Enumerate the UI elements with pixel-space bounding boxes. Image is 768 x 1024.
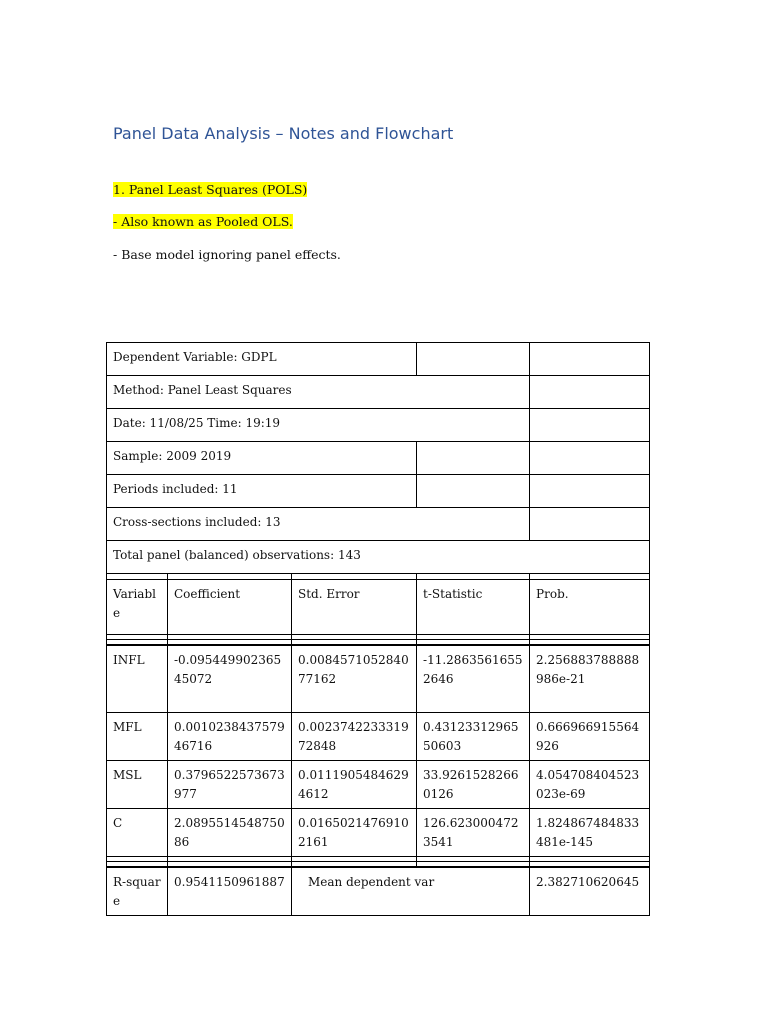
cell-variable: MSL (107, 761, 168, 809)
section-aka: - Also known as Pooled OLS. (113, 214, 293, 229)
col-header-coefficient: Coefficient (168, 580, 292, 635)
table-row (107, 645, 650, 713)
cell-prob: 4.054708404523023e-69 (530, 761, 650, 809)
periods: Periods included: 11 (107, 475, 417, 508)
total-observations: Total panel (balanced) observations: 143 (107, 541, 650, 574)
cell-std-error: 0.008457105284077162 (292, 645, 417, 713)
cell-std-error: 0.01650214769102161 (292, 809, 417, 857)
stat-label-2: Mean dependent var (292, 867, 530, 916)
cell-prob: 1.824867484833481e-145 (530, 809, 650, 857)
col-header-std-error: Std. Error (292, 580, 417, 635)
method: Method: Panel Least Squares (107, 376, 530, 409)
dependent-variable: Dependent Variable: GDPL (107, 343, 417, 376)
section-note: - Base model ignoring panel effects. (113, 247, 341, 262)
cell-t-statistic: 33.92615282660126 (417, 761, 530, 809)
stat-label: R-square (107, 867, 168, 916)
date-time: Date: 11/08/25 Time: 19:19 (107, 409, 530, 442)
stat-value-2: 2.382710620645 (530, 867, 650, 916)
cell-t-statistic: 126.6230004723541 (417, 809, 530, 857)
table-row (107, 761, 650, 809)
table-row (107, 713, 650, 761)
cell-coefficient: -0.09544990236545072 (168, 645, 292, 713)
stats-row (107, 867, 650, 916)
page-title: Panel Data Analysis – Notes and Flowchart (113, 124, 454, 143)
cell-coefficient: 0.001023843757946716 (168, 713, 292, 761)
cell-std-error: 0.002374223331972848 (292, 713, 417, 761)
cell-std-error: 0.01119054846294612 (292, 761, 417, 809)
cell-coefficient: 2.089551454875086 (168, 809, 292, 857)
regression-table (106, 342, 650, 916)
table-row (107, 809, 650, 857)
cell-t-statistic: -11.28635616552646 (417, 645, 530, 713)
cell-coefficient: 0.3796522573673977 (168, 761, 292, 809)
col-header-variable: Variable (107, 580, 168, 635)
cell-prob: 0.666966915564926 (530, 713, 650, 761)
cell-t-statistic: 0.4312331296550603 (417, 713, 530, 761)
cell-variable: MFL (107, 713, 168, 761)
cross-sections: Cross-sections included: 13 (107, 508, 530, 541)
sample: Sample: 2009 2019 (107, 442, 417, 475)
col-header-prob: Prob. (530, 580, 650, 635)
cell-prob: 2.256883788888986e-21 (530, 645, 650, 713)
cell-variable: C (107, 809, 168, 857)
section-heading: 1. Panel Least Squares (POLS) (113, 182, 308, 197)
col-header-t-statistic: t-Statistic (417, 580, 530, 635)
stat-value: 0.9541150961887 (168, 867, 292, 916)
cell-variable: INFL (107, 645, 168, 713)
